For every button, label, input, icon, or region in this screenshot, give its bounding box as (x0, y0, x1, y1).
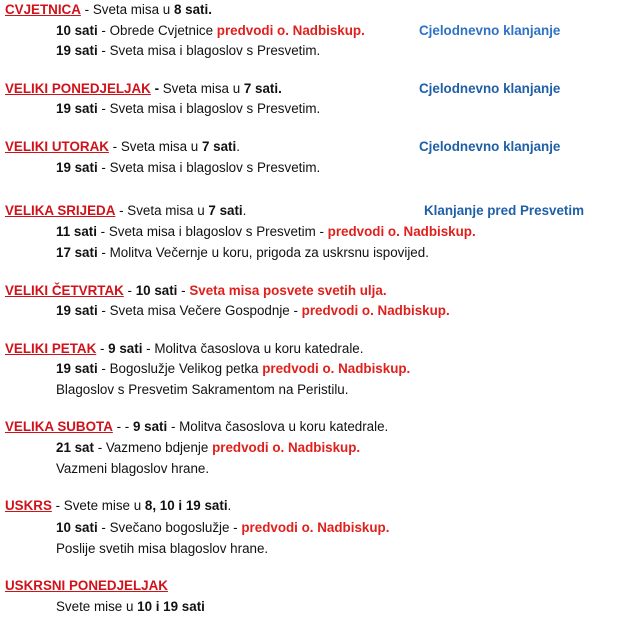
day-velika-srijeda-line3: 17 sati - Molitva Večernje u koru, prigoda za uskrsnu ispovijed. (56, 245, 429, 260)
day-title: VELIKI ČETVRTAK (5, 283, 124, 298)
day-uskrs-line1: USKRS - Svete mise u 8, 10 i 19 sati. (5, 498, 232, 513)
day-veliki-ponedjeljak-line2: 19 sati - Sveta misa i blagoslov s Presvetim. (56, 101, 321, 116)
day-title: USKRSNI PONEDJELJAK (5, 578, 168, 593)
side-note-adoration: Cjelodnevno klanjanje (419, 139, 561, 154)
day-uskrs-line2: 10 sati - Svečano bogoslužje - predvodi o. Nadbiskup. (56, 520, 390, 535)
day-veliki-petak-line2: 19 sati - Bogoslužje Velikog petka predvodi o. Nadbiskup. (56, 361, 411, 376)
day-velika-srijeda-line2: 11 sati - Sveta misa i blagoslov s Presvetim - predvodi o. Nadbiskup. (56, 224, 476, 239)
day-velika-srijeda-line1: VELIKA SRIJEDA - Sveta misa u 7 sati. (5, 203, 247, 218)
day-veliki-cetvrtak-line2: 19 sati - Sveta misa Večere Gospodnje - predvodi o. Nadbiskup. (56, 303, 450, 318)
day-title: VELIKI PONEDJELJAK (5, 81, 151, 96)
day-cvjetnica-line2: 10 sati - Obrede Cvjetnice predvodi o. Nadbiskup. (56, 23, 365, 38)
day-veliki-cetvrtak-line1: VELIKI ČETVRTAK - 10 sati - Sveta misa posvete svetih ulja. (5, 283, 387, 298)
day-uskrs-line3: Poslije svetih misa blagoslov hrane. (56, 541, 269, 556)
day-veliki-petak-line1: VELIKI PETAK - 9 sati - Molitva časoslova u koru katedrale. (5, 341, 364, 356)
day-veliki-petak-line3: Blagoslov s Presvetim Sakramentom na Peristilu. (56, 382, 349, 397)
day-veliki-utorak-line1: VELIKI UTORAK - Sveta misa u 7 sati. (5, 139, 240, 154)
day-veliki-utorak-line2: 19 sati - Sveta misa i blagoslov s Presvetim. (56, 160, 321, 175)
day-uskrsni-ponedjeljak-line1 (5, 578, 168, 594)
day-title: VELIKA SUBOTA (5, 419, 113, 434)
day-title: CVJETNICA (5, 2, 81, 17)
day-velika-subota-line3: Vazmeni blagoslov hrane. (56, 461, 210, 476)
day-title: VELIKI UTORAK (5, 139, 109, 154)
day-veliki-ponedjeljak-line1: VELIKI PONEDJELJAK - Sveta misa u 7 sati. (5, 81, 282, 96)
day-title: VELIKI PETAK (5, 341, 97, 356)
day-cvjetnica-line3: 19 sati - Sveta misa i blagoslov s Presvetim. (56, 43, 321, 58)
day-velika-subota-line1: VELIKA SUBOTA - - 9 sati - Molitva časoslova u koru katedrale. (5, 419, 389, 434)
side-note-adoration-presvetim: Klanjanje pred Presvetim (424, 203, 585, 218)
day-uskrsni-ponedjeljak-line2: Svete mise u 10 i 19 sati (56, 599, 205, 614)
day-velika-subota-line2: 21 sat - Vazmeno bdjenje predvodi o. Nadbiskup. (56, 440, 361, 455)
side-note-adoration: Cjelodnevno klanjanje (419, 23, 561, 38)
day-title: VELIKA SRIJEDA (5, 203, 116, 218)
side-note-adoration: Cjelodnevno klanjanje (419, 81, 561, 96)
day-title: USKRS (5, 498, 52, 513)
day-cvjetnica-line1: CVJETNICA - Sveta misa u 8 sati. (5, 2, 212, 17)
